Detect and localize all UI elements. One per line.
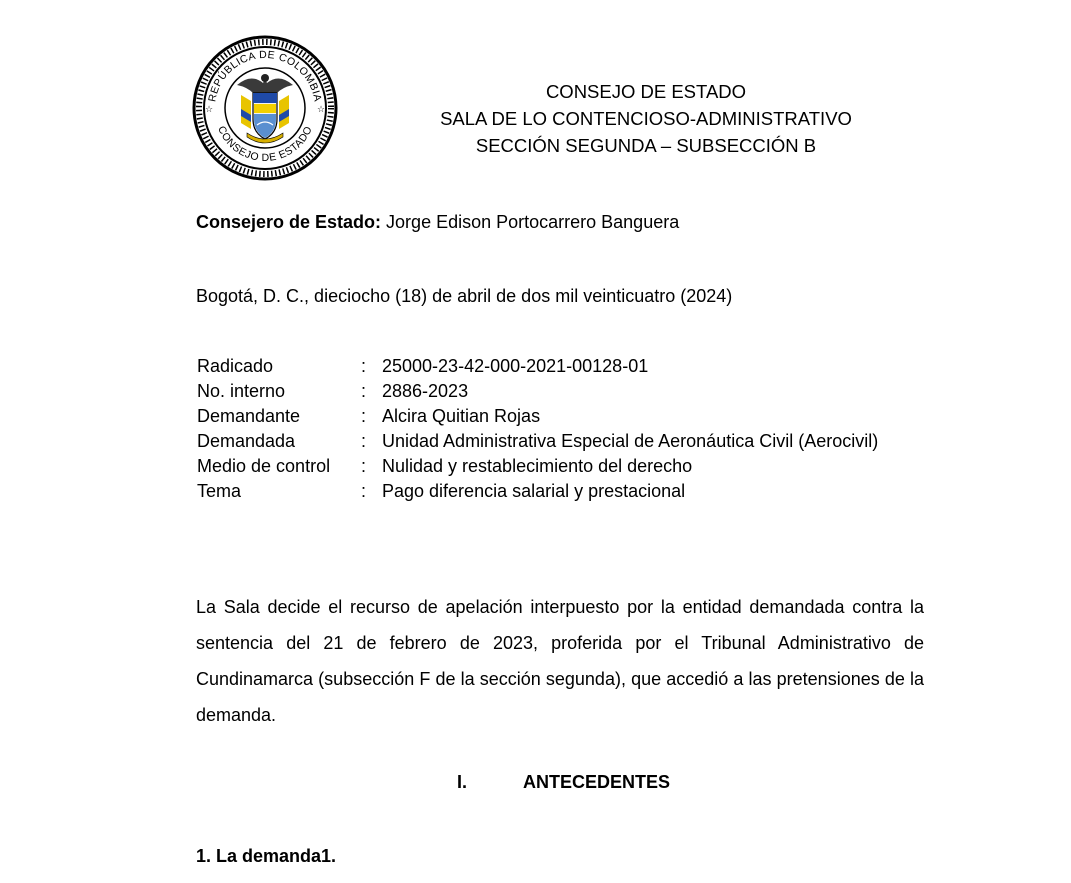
header-line-court: CONSEJO DE ESTADO xyxy=(545,81,747,102)
case-info-colon: : xyxy=(361,431,367,451)
consejo-de-estado-seal xyxy=(191,33,339,183)
table-row xyxy=(197,379,890,404)
svg-text:CONSEJO DE ESTADO: CONSEJO DE ESTADO xyxy=(215,124,315,165)
header-line-section: SECCIÓN SEGUNDA – SUBSECCIÓN B xyxy=(475,135,817,156)
case-info-label: Tema xyxy=(197,481,242,501)
case-info-value: Nulidad y restablecimiento del derecho xyxy=(382,456,693,476)
table-row xyxy=(197,429,890,454)
svg-text:REPÚBLICA DE COLOMBIA: REPÚBLICA DE COLOMBIA xyxy=(206,48,324,103)
case-info-colon: : xyxy=(361,381,367,401)
svg-text:☆: ☆ xyxy=(317,105,326,115)
table-row xyxy=(197,404,890,429)
court-header xyxy=(380,78,912,159)
case-info-table xyxy=(197,354,890,504)
judge-line xyxy=(196,212,679,233)
section-heading xyxy=(457,772,670,793)
case-info-value: 25000-23-42-000-2021-00128-01 xyxy=(382,356,649,376)
table-row xyxy=(197,479,890,504)
case-info-value: 2886-2023 xyxy=(382,381,469,401)
case-info-label: No. interno xyxy=(197,381,286,401)
judge-name: Jorge Edison Portocarrero Banguera xyxy=(381,212,680,232)
case-info-colon: : xyxy=(361,481,367,501)
section-number: I. xyxy=(457,772,468,792)
intro-paragraph: La Sala decide el recurso de apelación interpuesto por la entidad demandada contra la sentencia del 21 de febrero de 2023, proferida por el Tribunal Administrativo de Cundinamarca (subsección F de la sección segunda), que accedió a las pretensiones de la demanda. xyxy=(196,597,924,725)
seal-emblem-icon xyxy=(191,33,339,183)
case-info-colon: : xyxy=(361,356,367,376)
table-row xyxy=(197,454,890,479)
case-info-colon: : xyxy=(361,406,367,426)
date-line: Bogotá, D. C., dieciocho (18) de abril de dos mil veinticuatro (2024) xyxy=(196,286,733,306)
case-info-value: Unidad Administrativa Especial de Aeronáutica Civil (Aerocivil) xyxy=(382,431,879,451)
svg-text:☆: ☆ xyxy=(205,105,214,115)
case-info-colon: : xyxy=(361,456,367,476)
case-info-value: Pago diferencia salarial y prestacional xyxy=(382,481,686,501)
case-info-label: Demandada xyxy=(197,431,296,451)
case-info-value: Alcira Quitian Rojas xyxy=(382,406,541,426)
subsection-heading: 1. La demanda1. xyxy=(196,846,337,866)
section-title: ANTECEDENTES xyxy=(523,772,671,792)
case-info-label: Medio de control xyxy=(197,456,331,476)
case-info-label: Demandante xyxy=(197,406,301,426)
judge-label: Consejero de Estado: xyxy=(196,212,382,232)
case-info-label: Radicado xyxy=(197,356,274,376)
table-row xyxy=(197,354,890,379)
header-line-chamber: SALA DE LO CONTENCIOSO-ADMINISTRATIVO xyxy=(440,108,852,129)
